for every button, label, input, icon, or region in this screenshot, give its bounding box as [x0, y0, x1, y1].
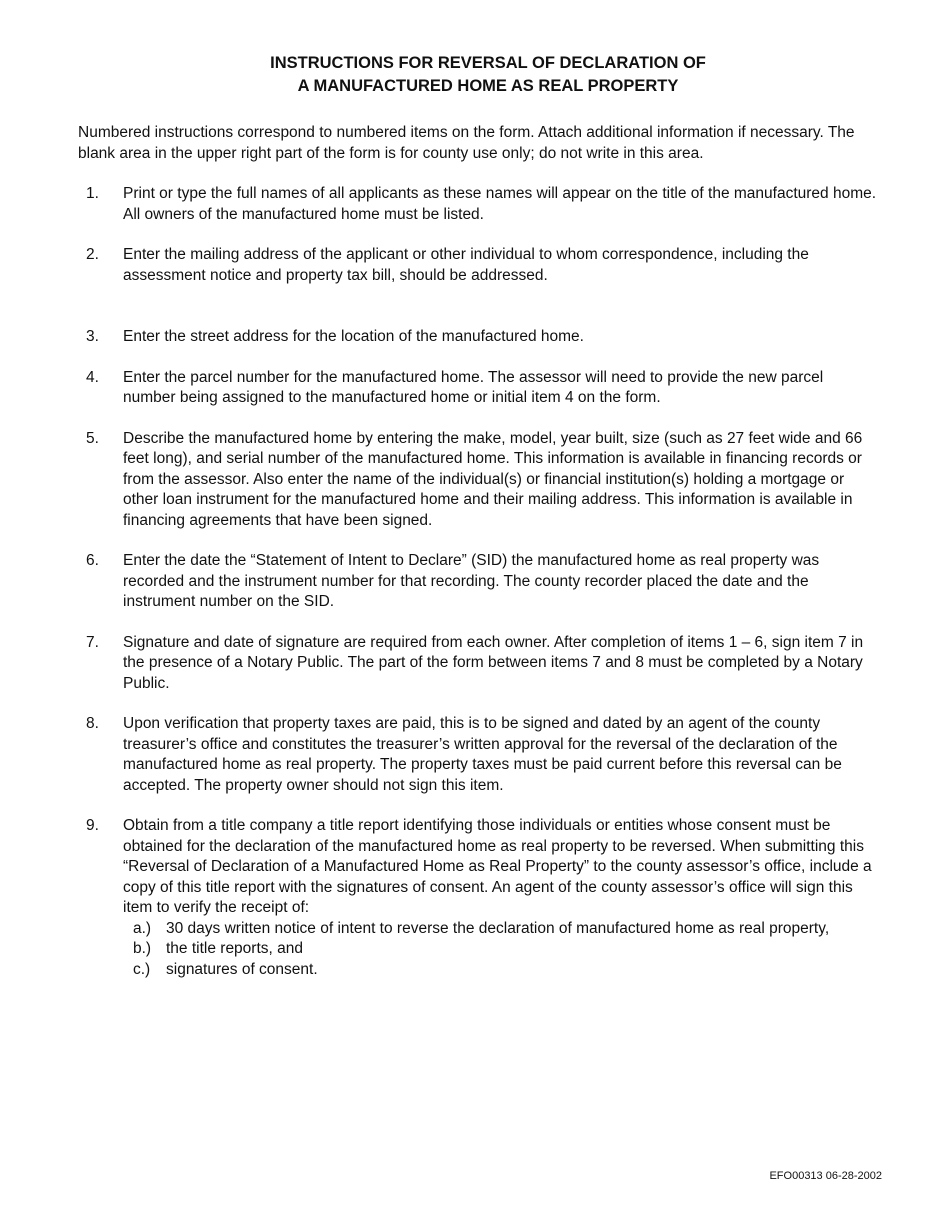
receipt-sublist: [123, 919, 878, 981]
sublist-item-c: [123, 960, 878, 981]
instruction-item-4: [78, 368, 878, 409]
sublist-text: the title reports, and: [166, 940, 303, 957]
item-text: Enter the street address for the location of the manufactured home.: [123, 328, 584, 345]
instruction-item-3: [78, 327, 878, 348]
sublist-item-b: [123, 939, 878, 960]
instruction-item-5: [78, 429, 878, 532]
instruction-item-7: [78, 633, 878, 695]
item-text: Describe the manufactured home by entering the make, model, year built, size (such as 27 feet wide and 66 feet long), and serial number of the manufactured home. This information is available in financing records or from the assessor. Also enter the name of the individual(s) or financial institution(s) holding a mortgage or other loan instrument for the manufactured home and their mailing address. This information is available in financing agreements that have been signed.: [123, 429, 863, 529]
item-text: Signature and date of signature are required from each owner. After completion of items 1 – 6, sign item 7 in the presence of a Notary Public. The part of the form between items 7 and 8 must be completed by a Notary Public.: [123, 633, 864, 692]
item-number: 2.: [86, 246, 99, 263]
item-number: 6.: [86, 552, 99, 569]
item-number: 1.: [86, 185, 99, 202]
item-number: 9.: [86, 817, 99, 834]
sublist-label: c.): [133, 960, 151, 978]
intro-paragraph: Numbered instructions correspond to numbered items on the form. Attach additional information if necessary. The blank area in the upper right part of the form is for county use only; do not write in this area.: [78, 124, 855, 162]
item-number: 5.: [86, 429, 99, 447]
sublist-text: signatures of consent.: [166, 960, 318, 978]
item-number: 3.: [86, 328, 99, 345]
item-text: Enter the mailing address of the applicant or other individual to whom correspondence, including the assessment notice and property tax bill, should be addressed.: [123, 246, 809, 284]
page-title: [78, 52, 878, 98]
item-text: Upon verification that property taxes are paid, this is to be signed and dated by an agent of the county treasurer’s office and constitutes the treasurer’s written approval for the reversal of the declaration of the manufactured home as real property. The property taxes must be paid current before this reversal can be accepted. The property owner should not sign this item.: [123, 715, 842, 794]
instructions-page: [78, 52, 878, 1000]
item-text: Obtain from a title company a title report identifying those individuals or entities whose consent must be obtained for the declaration of the manufactured home as real property to be reversed. When submitting this “Reversal of Declaration of a Manufactured Home as Real Property” to the county assessor’s office, include a copy of this title report with the signatures of consent. An agent of the county assessor’s office will sign this item to verify the receipt of:: [123, 817, 872, 916]
instruction-item-9: [78, 816, 878, 980]
item-text: Enter the date the “Statement of Intent to Declare” (SID) the manufactured home as real property was recorded and the instrument number for that recording. The county recorder placed the date and the instrument number on the SID.: [123, 552, 820, 610]
item-number: 8.: [86, 715, 99, 732]
instruction-item-6: [78, 551, 878, 613]
item-text: Enter the parcel number for the manufactured home. The assessor will need to provide the new parcel number being assigned to the manufactured home or initial item 4 on the form.: [123, 368, 824, 406]
title-line-1: INSTRUCTIONS FOR REVERSAL OF DECLARATION OF: [270, 54, 706, 72]
sublist-text: 30 days written notice of intent to reverse the declaration of manufactured home as real property,: [166, 919, 830, 937]
sublist-label: a.): [133, 919, 152, 937]
item-number: 4.: [86, 368, 99, 386]
sublist-item-a: [123, 919, 878, 940]
item-9-body: [123, 816, 878, 980]
title-line-2: A MANUFACTURED HOME AS REAL PROPERTY: [297, 77, 679, 95]
item-text: Print or type the full names of all applicants as these names will appear on the title of the manufactured home. All owners of the manufactured home must be listed.: [123, 185, 877, 223]
form-id: EFO00313 06-28-2002: [769, 1170, 882, 1182]
instruction-item-1: [78, 184, 878, 225]
sublist-label: b.): [133, 940, 152, 957]
instruction-item-8: [78, 714, 878, 796]
item-number: 7.: [86, 633, 99, 651]
instruction-item-2: [78, 245, 878, 286]
